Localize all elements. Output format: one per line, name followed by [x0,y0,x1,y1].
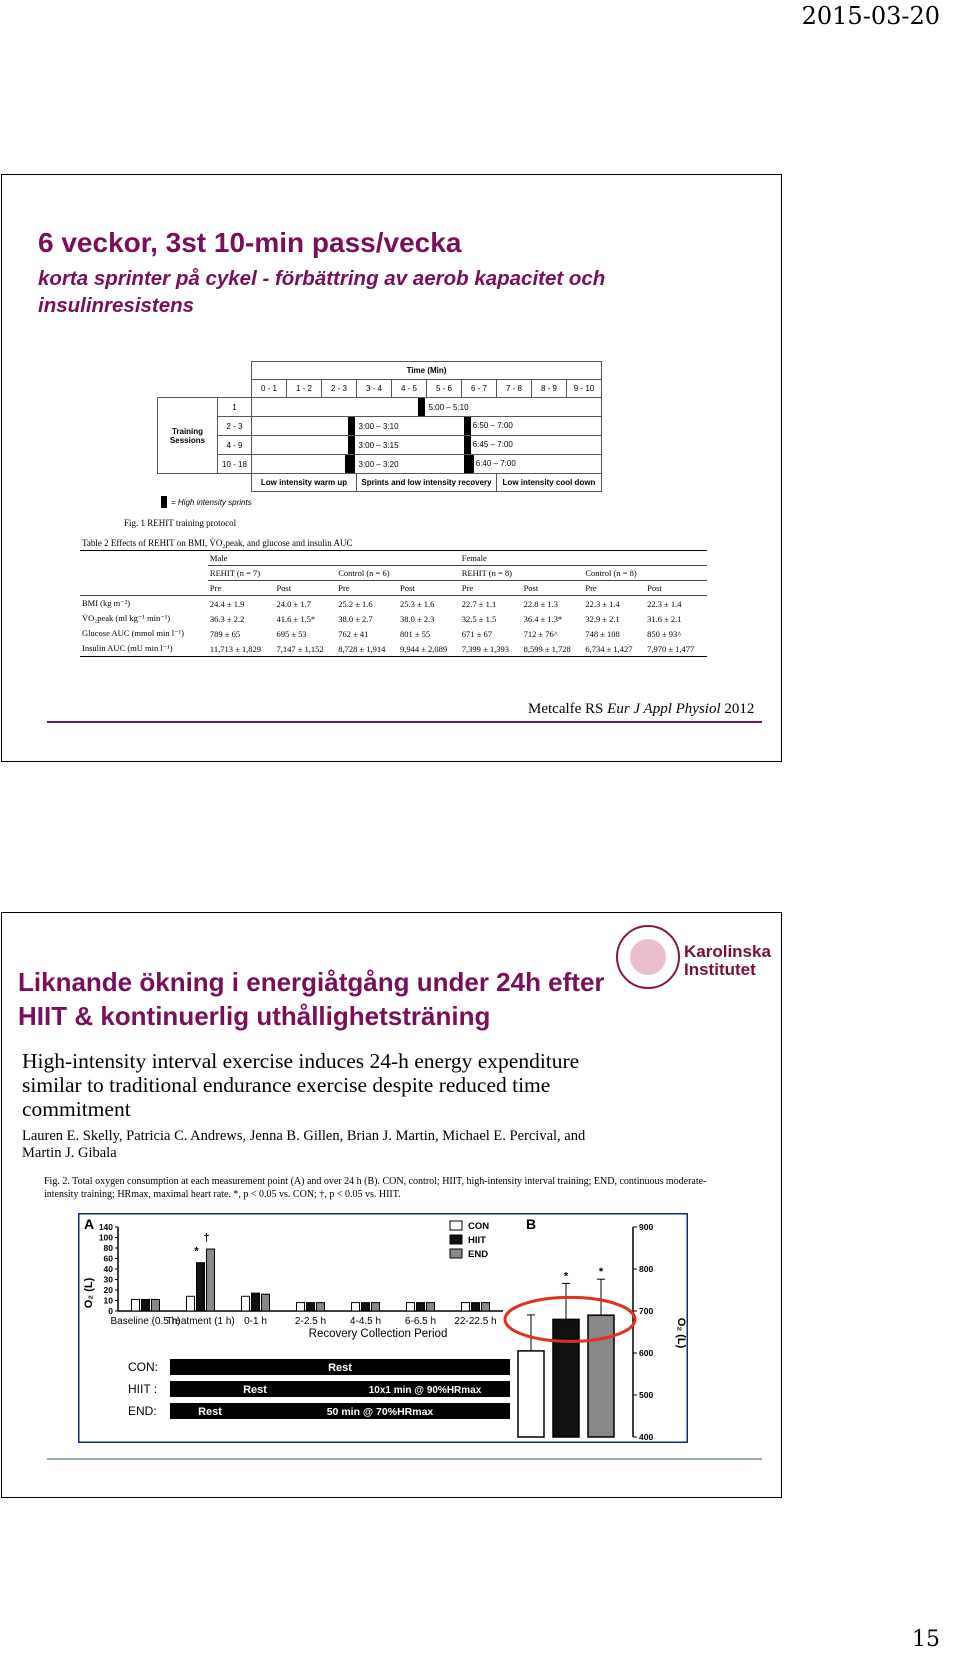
table-cell: 8,599 ± 1,728 [523,643,571,654]
table-cell: 24.4 ± 1.9 [209,598,245,609]
phase-header: Post [523,583,539,593]
bar-end [317,1303,325,1311]
figure-caption: Fig. 1 REHIT training protocol [124,518,237,528]
table-cell: 748 ± 108 [585,628,620,639]
sprint-block [345,455,355,473]
sprint-block [348,436,355,454]
table-cell: 801 ± 55 [400,628,431,639]
y-tick-label-a: 60 [103,1253,113,1264]
bar-b-end [588,1315,614,1437]
table-cell: 762 ± 41 [338,628,369,639]
table-cell: 31.6 ± 2.1 [647,613,682,624]
session-label: 2 - 3 [218,417,252,436]
legend-label: END [468,1249,489,1260]
table-cell: 850 ± 93^ [647,628,682,639]
period-label: Recovery Collection Period [308,1328,448,1340]
table-cell: 6,734 ± 1,427 [585,643,633,654]
sprint-block [464,417,471,435]
slide-title: Liknande ökning i energiåtgång under 24h efter HIIT & kontinuerlig uthållighetsträning [18,967,605,1031]
panel-b-label: B [526,1216,537,1232]
table-cell: 25.2 ± 1.6 [338,598,373,609]
table-cell: 36.3 ± 2.2 [209,613,245,624]
slide-subtitle: korta sprinter på cykel - förbättring av aerob kapacitet och insulinresistens [38,267,606,317]
sex-header: Male [208,551,460,566]
table-cell: 22.7 ± 1.1 [461,598,497,609]
group-header: Control (n = 6) [336,566,460,581]
bar-con [242,1296,250,1311]
citation-journal: Eur J Appl Physiol [607,701,721,717]
time-header: Time (Min) [252,362,602,380]
phase-header: Pre [338,583,350,593]
phase-label: Sprints and low intensity recovery [357,474,497,492]
sprint-block [348,417,355,435]
x-tick-label-a: 6-6.5 h [404,1316,437,1327]
table-cell: 712 ± 76^ [523,628,558,639]
y-tick-label-a: 0 [108,1306,113,1316]
legend-label: CON [468,1221,490,1232]
sprint-time: 6:45 – 7:00 [472,440,513,450]
x-tick-label-a: Treatment (1 h) [166,1316,235,1327]
sprint-time: 6:50 – 7:00 [472,421,513,431]
training-protocol-figure [157,361,602,508]
bar-label: 50 min @ 70%HRmax [326,1406,434,1418]
legend-swatch [450,1249,462,1258]
bar-label: Rest [243,1384,267,1396]
table-cell: 22.3 ± 1.4 [647,598,682,609]
group-label: Training Sessions [158,398,218,474]
significance-mark: † [203,1232,210,1245]
y-tick-label-a: 40 [103,1264,113,1274]
table-cell: 32.5 ± 1.5 [461,613,497,624]
bar-end [207,1249,215,1311]
phase-label: Low intensity cool down [497,474,602,492]
table-cell: 7,970 ± 1,477 [647,643,695,654]
significance-mark: * [598,1266,604,1279]
sprint-block [464,455,474,473]
sprint-block [418,398,425,416]
group-header: Control (n = 8) [583,566,707,581]
bar-b-hiit [553,1319,579,1437]
time-col: 3 - 4 [357,380,392,398]
panel-a-label: A [84,1216,95,1232]
session-label: 4 - 9 [218,436,252,455]
bar-con [352,1303,360,1311]
logo-text: Karolinska [684,942,771,961]
oxygen-chart [78,1213,688,1448]
y-tick-label-b: 800 [639,1264,654,1274]
y-tick-label-a: 100 [98,1232,113,1243]
sprint-time: 3:00 – 3:10 [357,417,462,436]
slide-1 [1,174,782,762]
legend-swatch [161,496,167,508]
table-row [80,596,707,612]
sprint-time: 3:00 – 3:20 [357,455,462,474]
y-tick-label-b: 900 [639,1222,654,1232]
table-cell: 7,147 ± 1,152 [276,643,324,654]
row-label: V̇O₂peak (ml kg⁻¹ min⁻¹) [82,613,171,623]
x-tick-label-a: 4-4.5 h [349,1316,382,1327]
bar-con [407,1303,415,1311]
bar-label: Rest [198,1406,222,1418]
sprint-time: 5:00 – 5:10 [427,398,602,417]
sprint-block [464,436,471,454]
results-table [80,550,707,657]
paper-authors: Lauren E. Skelly, Patricia C. Andrews, Jenna B. Gillen, Brian J. Martin, Michael E. Percival, and Martin J. Gibala [22,1128,586,1161]
table-cell: 22.3 ± 1.4 [585,598,620,609]
table-cell: 36.4 ± 1.3* [523,613,563,624]
time-col: 8 - 9 [532,380,567,398]
table-cell: 671 ± 67 [461,628,492,639]
table-cell: 789 ± 65 [209,628,241,639]
legend-swatch [450,1221,462,1230]
table-cell: 41.6 ± 1.5* [276,613,316,624]
row-label: Glucose AUC (mmol min l⁻¹) [82,628,184,638]
divider [47,1458,762,1460]
bar-hiit [417,1303,425,1311]
y-tick-label-a: 30 [103,1274,113,1285]
citation-year: 2012 [720,701,755,717]
table-cell: 11,713 ± 1,829 [209,643,262,654]
x-tick-label-a: 0-1 h [244,1316,267,1327]
seal-icon [616,925,680,989]
session-label: 10 - 18 [218,455,252,474]
session-label: 1 [218,398,252,417]
group-header: REHIT (n = 8) [460,566,584,581]
protocol-row-label: HIIT : [128,1382,158,1396]
bar-end [152,1299,160,1311]
time-col: 9 - 10 [567,380,602,398]
phase-label: Low intensity warm up [252,474,357,492]
bar-end [482,1303,490,1311]
slide-title: 6 veckor, 3st 10-min pass/vecka [38,227,462,258]
logo-text: Institutet [684,960,756,979]
table-cell: 25.3 ± 1.6 [400,598,435,609]
bar-b-con [518,1351,544,1437]
time-col: 0 - 1 [252,380,287,398]
row-label: Insulin AUC (mU min l⁻¹) [82,643,173,653]
bar-end [262,1294,270,1311]
page-number: 15 [912,1627,940,1652]
table-cell: 695 ± 53 [276,628,307,639]
figure-caption: Fig. 2. Total oxygen consumption at each measurement point (A) and over 24 h (B). CON, control; HIIT, high-intensity interval training; END, continuous moderate-intensity training; HRmax, maximal heart rate. *, p < 0.05 vs. CON; †, p < 0.05 vs. HIIT. [44,1176,707,1200]
legend-label: HIIT [468,1235,486,1246]
x-tick-label-a: 2-2.5 h [294,1316,327,1327]
bar-hiit [142,1299,150,1311]
table-cell: 38.0 ± 2.3 [400,613,435,624]
divider [47,721,762,723]
x-tick-label-a: Baseline (0.5 h) [110,1316,181,1327]
table-cell: 32.9 ± 2.1 [585,613,620,624]
time-col: 1 - 2 [287,380,322,398]
table-row [80,626,707,641]
sex-header: Female [460,551,707,566]
bar-con [132,1299,140,1311]
time-col: 7 - 8 [497,380,532,398]
sprint-time: 3:00 – 3:15 [357,436,462,455]
bar-con [187,1296,195,1311]
y-tick-label-b: 600 [639,1348,654,1358]
phase-header: Pre [209,583,222,593]
group-header: REHIT (n = 7) [208,566,336,581]
x-tick-label-a: 22-22.5 h [454,1316,497,1327]
bar-hiit [472,1303,480,1311]
y-tick-label-b: 400 [639,1432,654,1442]
phase-header: Post [400,583,415,593]
significance-mark: * [563,1270,569,1283]
significance-mark: * [194,1245,199,1258]
legend-swatch [450,1235,462,1244]
paper-title: High-intensity interval exercise induces 24-h energy expenditure similar to traditional endurance exercise despite reduced time commitment [22,1049,580,1121]
time-col: 4 - 5 [392,380,427,398]
time-col: 5 - 6 [427,380,462,398]
table-cell: 22.8 ± 1.3 [523,598,558,609]
phase-header: Pre [585,583,597,593]
bar-con [462,1303,470,1311]
bar-label: Rest [328,1362,352,1374]
protocol-legend [161,496,602,508]
y-tick-label-a: 20 [103,1285,113,1295]
bar-hiit [252,1293,260,1311]
bar-hiit [307,1303,315,1311]
citation-authors: Metcalfe RS [528,701,608,717]
bar-hiit [197,1263,205,1311]
phase-header: Post [647,583,662,593]
y-tick-label-a: 10 [103,1295,113,1306]
bar-hiit [362,1303,370,1311]
bar-label: 10x1 min @ 90%HRmax [368,1385,482,1396]
table-cell: 24.0 ± 1.7 [276,598,311,609]
table-cell: 38.0 ± 2.7 [338,613,373,624]
y-tick-label-b: 500 [639,1390,654,1400]
bar-end [372,1303,380,1311]
legend-label: = High intensity sprints [171,497,252,507]
table-cell: 8,728 ± 1,914 [338,643,386,654]
y-axis-label-b: O₂ (L) [675,1317,687,1349]
table-cell: 7,399 ± 1,393 [461,643,509,654]
sprint-time: 6:40 – 7:00 [475,459,516,469]
y-axis-label-a: O₂ (L) [83,1277,95,1309]
y-tick-label-a: 80 [103,1243,113,1253]
protocol-row-label: CON: [128,1360,158,1374]
protocol-row-label: END: [128,1404,157,1418]
row-label: BMI (kg m⁻²) [82,598,131,608]
citation [528,701,754,718]
table-caption: Table 2 Effects of REHIT on BMI, V̇O₂peak, and glucose and insulin AUC [82,538,353,548]
bar-end [427,1303,435,1311]
chart-svg [78,1213,688,1443]
phase-header: Pre [461,583,474,593]
table-row [80,611,707,626]
page-date: 2015-03-20 [801,2,940,30]
bar-con [297,1303,305,1311]
phase-header: Post [276,583,292,593]
table-cell: 9,944 ± 2,089 [400,643,448,654]
time-col: 6 - 7 [462,380,497,398]
time-col: 2 - 3 [322,380,357,398]
y-tick-label-a: 140 [98,1222,113,1232]
y-tick-label-b: 700 [639,1306,654,1316]
slide-2 [1,912,782,1498]
table-row [80,641,707,657]
karolinska-logo [616,925,776,991]
